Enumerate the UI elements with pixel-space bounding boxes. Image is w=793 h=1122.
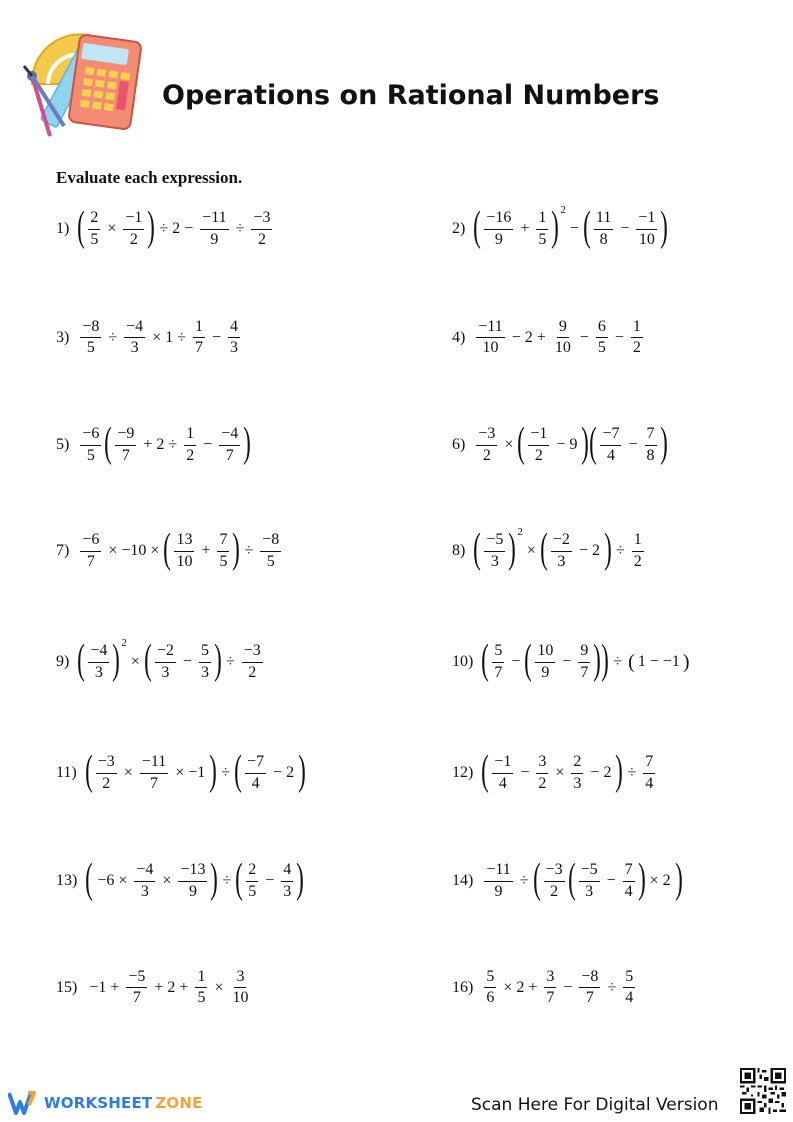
problem-11: [56, 748, 306, 794]
logo-text: WORKSHEET ZONE: [44, 1094, 203, 1112]
worksheet-zone-logo[interactable]: [8, 1090, 203, 1116]
problem-number: 10): [452, 653, 474, 670]
problem-number: 2): [452, 220, 466, 237]
problem-number: 9): [56, 653, 70, 670]
expression: $\frac{-11}{10}$ − 2 + $\frac{9}{10}$ − $\frac{6}{5}$ − $\frac{1}{2}$: [478, 318, 641, 357]
problem-number: 1): [56, 220, 70, 237]
problem-15: [56, 968, 253, 1008]
problem-number: 5): [56, 436, 70, 453]
scan-text: Scan Here For Digital Version: [471, 1095, 719, 1115]
problem-number: 8): [452, 542, 466, 559]
problem-number: 14): [452, 872, 474, 889]
expression: ( $\frac{5}{7}$ − ( $\frac{10}{9}$ − $\frac{9}{7}$ ) ) ÷ ( 1 − −1 ): [481, 637, 690, 683]
qr-code-icon[interactable]: [740, 1068, 786, 1114]
problem-number: 4): [452, 328, 466, 346]
problem-16: [452, 968, 638, 1008]
problem-3: [56, 318, 243, 358]
problem-1: [56, 204, 275, 250]
problem-10: [452, 637, 692, 683]
problem-number: 7): [56, 542, 70, 559]
expression: $\frac{5}{6}$ × 2 + $\frac{3}{7}$ − $\frac{-8}{7}$ ÷ $\frac{5}{4}$: [486, 968, 634, 1007]
problem-number: 11): [56, 764, 77, 781]
problem-12: [452, 748, 658, 794]
expression: ( $\frac{-5}{3}$ ) 2 × ( $\frac{-2}{3}$ − 2 ) ÷ $\frac{1}{2}$: [473, 526, 642, 572]
problem-number: 16): [452, 978, 474, 996]
problem-9: [56, 637, 266, 683]
expression: ( $\frac{-1}{4}$ − $\frac{3}{2}$ × $\frac{2}{3}$ − 2 ) ÷ $\frac{7}{4}$: [481, 748, 654, 794]
problem-number: 13): [56, 872, 78, 889]
expression: $\frac{-6}{7}$ × −10 × ( $\frac{13}{10}$ + $\frac{7}{5}$ ) ÷ $\frac{-8}{5}$: [82, 526, 280, 572]
header-illustration: [14, 14, 144, 142]
calculator-icon: [68, 34, 142, 130]
expression: $\frac{-6}{5}$ ( $\frac{-9}{7}$ + 2 ÷ $\frac{1}{2}$ − $\frac{-4}{7}$ ): [82, 420, 252, 466]
expression: $\frac{-11}{9}$ ÷ ( $\frac{-3}{2}$ ( $\frac{-5}{3}$ − $\frac{7}{4}$ ) × 2 ): [486, 856, 683, 902]
expression: $\frac{-8}{5}$ ÷ $\frac{-4}{3}$ × 1 ÷ $\frac{1}{7}$ − $\frac{4}{3}$: [82, 318, 239, 357]
problem-14: [452, 856, 683, 902]
problem-number: 12): [452, 764, 474, 781]
problem-13: [56, 856, 305, 902]
problem-number: 15): [56, 978, 78, 996]
problem-number: 6): [452, 436, 466, 453]
expression: −1 + $\frac{-5}{7}$ + 2 + $\frac{1}{5}$ × $\frac{3}{10}$: [89, 968, 249, 1007]
page-title: Operations on Rational Numbers: [162, 80, 660, 111]
problem-2: [452, 204, 669, 250]
worksheet-zone-logo-icon: [8, 1090, 38, 1116]
problem-8: [452, 526, 647, 572]
expression: $\frac{-3}{2}$ × ( $\frac{-1}{2}$ − 9 ) ( $\frac{-7}{4}$ − $\frac{7}{8}$ ): [478, 420, 668, 466]
problem-number: 3): [56, 328, 70, 346]
expression: ( $\frac{-4}{3}$ ) 2 × ( $\frac{-2}{3}$ − $\frac{5}{3}$ ) ÷ $\frac{-3}{2}$: [77, 637, 261, 683]
expression: ( $\frac{2}{5}$ × $\frac{-1}{2}$ ) ÷ 2 − $\frac{-11}{9}$ ÷ $\frac{-3}{2}$: [77, 204, 271, 250]
expression: ( $\frac{-16}{9}$ + $\frac{1}{5}$ ) 2 − ( $\frac{11}{8}$ − $\frac{-1}{10}$ ): [473, 204, 669, 250]
problem-7: [56, 526, 284, 572]
expression: ( $\frac{-3}{2}$ × $\frac{-11}{7}$ × −1 ) ÷ ( $\frac{-7}{4}$ − 2 ): [84, 748, 306, 794]
problem-4: [452, 318, 646, 358]
problem-5: [56, 420, 252, 466]
instructions: Evaluate each expression.: [56, 168, 243, 187]
problem-6: [452, 420, 668, 466]
expression: ( −6 × $\frac{-4}{3}$ × $\frac{-13}{9}$ ) ÷ ( $\frac{2}{5}$ − $\frac{4}{3}$ ): [85, 856, 305, 902]
